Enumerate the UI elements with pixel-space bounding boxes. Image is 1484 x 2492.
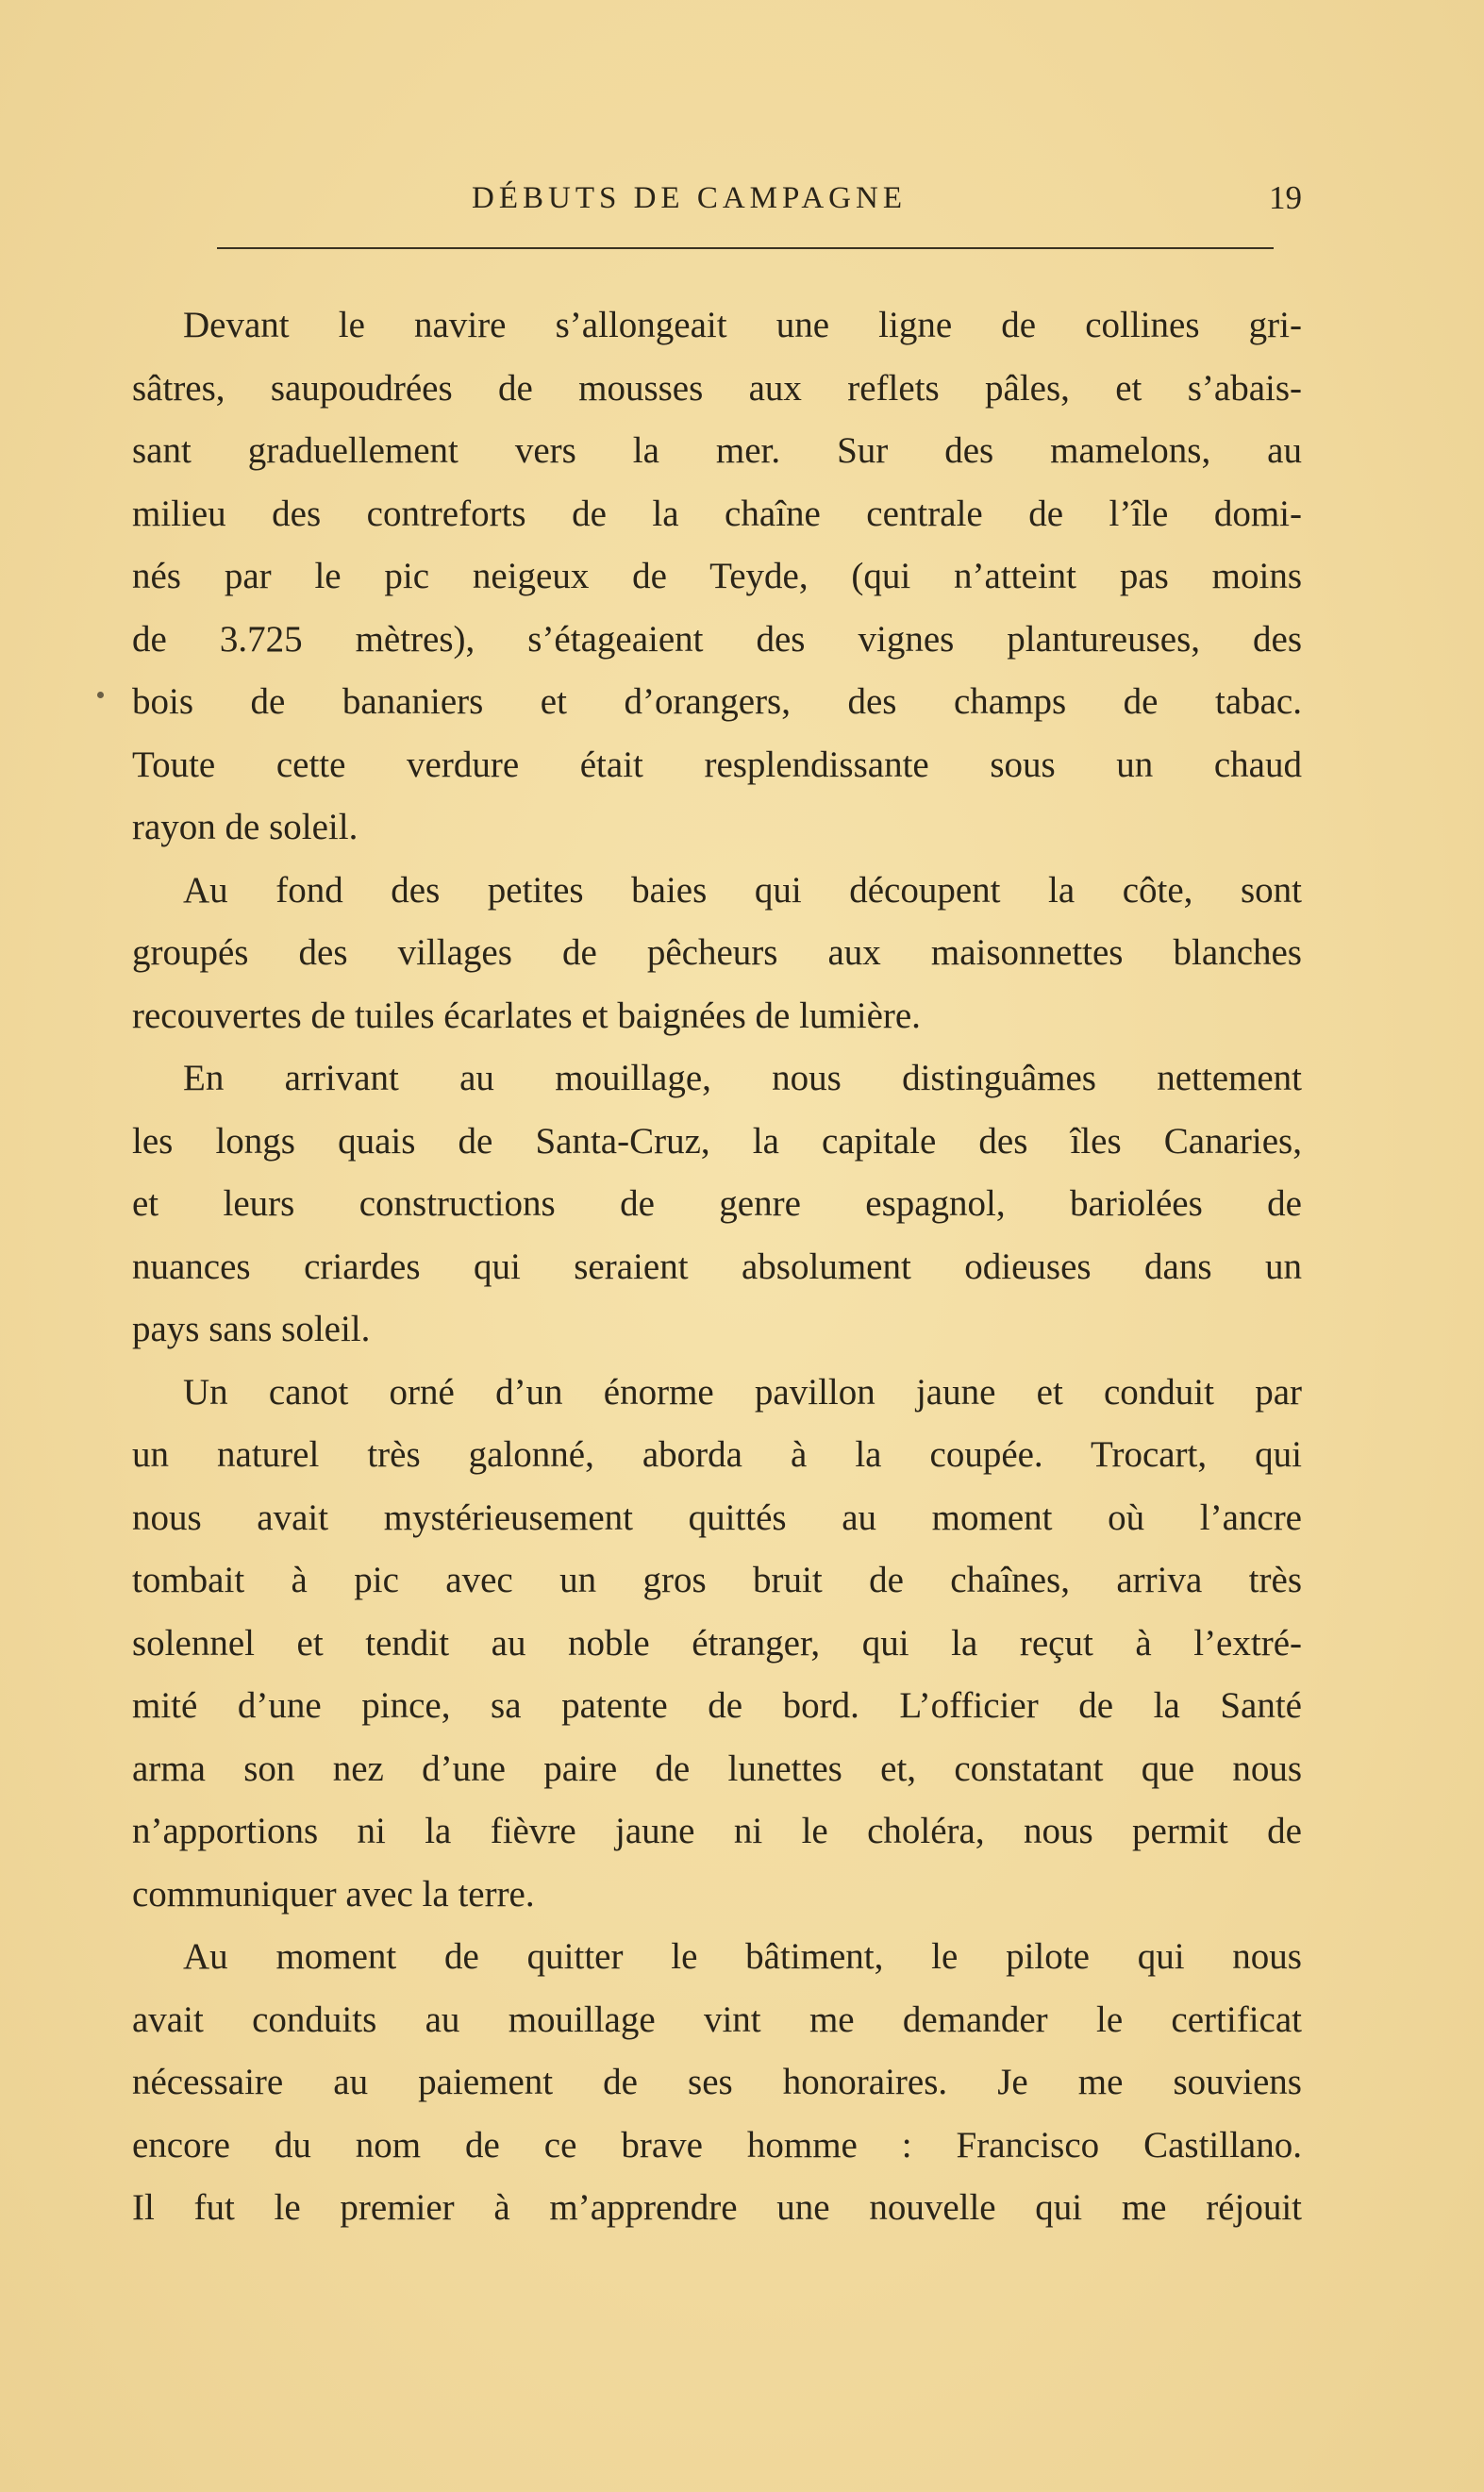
text-line: arma son nez d’une paire de lunettes et, constatant que nous <box>132 1748 1302 1789</box>
text-line: tombait à pic avec un gros bruit de chaînes, arriva très <box>132 1560 1302 1600</box>
text-line: pays sans soleil. <box>132 1309 371 1349</box>
text-line: sâtres, saupoudrées de mousses aux reflets pâles, et s’abais- <box>132 367 1302 409</box>
text-line: nous avait mystérieusement quittés au moment où l’ancre <box>132 1497 1302 1538</box>
text-line: encore du nom de ce brave homme : Francisco Castillano. <box>132 2124 1302 2166</box>
text-line: avait conduits au mouillage vint me demander le certificat <box>132 1999 1302 2040</box>
text-line: nuances criardes qui seraient absolument odieuses dans un <box>132 1246 1302 1287</box>
text-line: Un canot orné d’un énorme pavillon jaune et conduit par <box>183 1371 1302 1413</box>
text-line: un naturel très galonné, aborda à la coupée. Trocart, qui <box>132 1434 1302 1475</box>
text-line: nés par le pic neigeux de Teyde, (qui n’atteint pas moins <box>132 556 1302 596</box>
text-line: et leurs constructions de genre espagnol, bariolées de <box>132 1183 1302 1224</box>
text-line: bois de bananiers et d’orangers, des champs de tabac. <box>132 681 1302 722</box>
text-line: Au moment de quitter le bâtiment, le pilote qui nous <box>183 1936 1302 1977</box>
text-line: Toute cette verdure était resplendissante sous un chaud <box>132 744 1302 785</box>
text-line: communiquer avec la terre. <box>132 1873 535 1915</box>
text-line: sant graduellement vers la mer. Sur des mamelons, au <box>132 430 1302 471</box>
text-line: de 3.725 mètres), s’étageaient des vignes plantureuses, des <box>132 618 1302 660</box>
text-line: rayon de soleil. <box>132 807 358 847</box>
text-line: recouvertes de tuiles écarlates et baignées de lumière. <box>132 995 921 1036</box>
header-rule <box>217 247 1274 249</box>
text-line: solennel et tendit au noble étranger, qui la reçut à l’extré- <box>132 1622 1302 1664</box>
margin-mark <box>97 692 104 698</box>
text-line: En arrivant au mouillage, nous distinguâmes nettement <box>183 1058 1302 1098</box>
body-text <box>132 294 1302 2240</box>
text-line: n’apportions ni la fièvre jaune ni le choléra, nous permit de <box>132 1811 1302 1851</box>
text-line: milieu des contreforts de la chaîne centrale de l’île domi- <box>132 493 1302 534</box>
running-title: DÉBUTS DE CAMPAGNE <box>472 181 907 215</box>
text-line: groupés des villages de pêcheurs aux maisonnettes blanches <box>132 932 1302 973</box>
running-head <box>132 179 1302 217</box>
page-number: 19 <box>1269 179 1302 216</box>
text-line: les longs quais de Santa-Cruz, la capitale des îles Canaries, <box>132 1120 1302 1162</box>
text-line: mité d’une pince, sa patente de bord. L’officier de la Santé <box>132 1685 1302 1726</box>
text-line: Devant le navire s’allongeait une ligne de collines gri- <box>183 305 1302 345</box>
text-line: Il fut le premier à m’apprendre une nouvelle qui me réjouit <box>132 2187 1302 2228</box>
text-line: Au fond des petites baies qui découpent la côte, sont <box>183 869 1302 911</box>
text-line: nécessaire au paiement de ses honoraires. Je me souviens <box>132 2062 1302 2102</box>
